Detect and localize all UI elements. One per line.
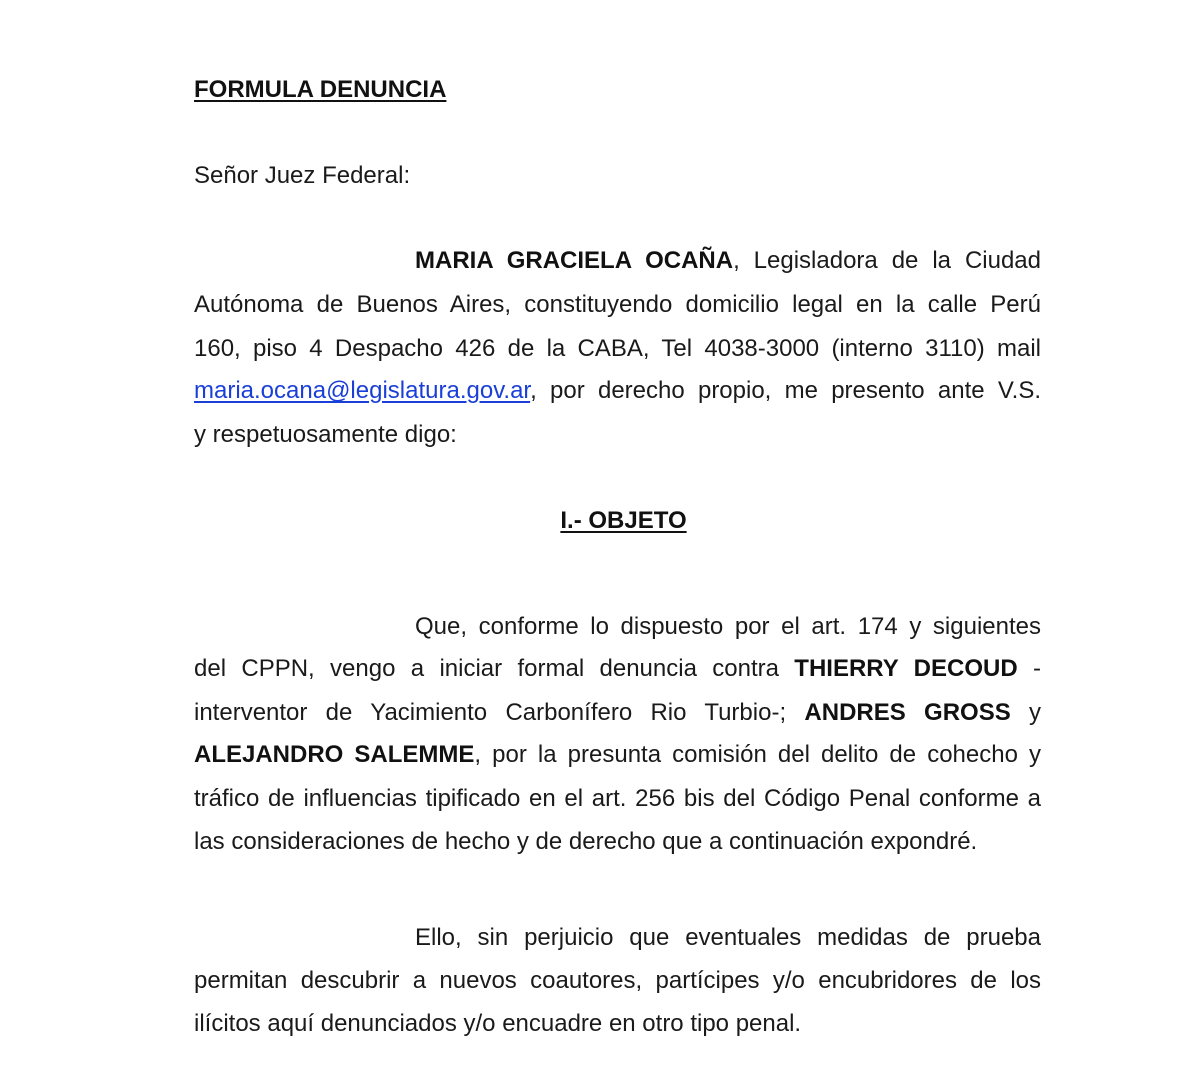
- intro-line-4-text: , por derecho propio, me presento ante V.S.: [530, 377, 1041, 404]
- complainant-name: MARIA GRACIELA OCAÑA: [415, 247, 734, 274]
- section-heading-objeto: [0, 507, 1200, 535]
- accused-name-2: ANDRES GROSS: [804, 699, 1011, 726]
- accused-name-1: THIERRY DECOUD: [794, 655, 1018, 682]
- intro-line-3: 160, piso 4 Despacho 426 de la CABA, Tel 4038-3000 (interno 3110) mail: [194, 335, 1041, 362]
- objeto-line-2-text: del CPPN, vengo a iniciar formal denuncia contra: [194, 655, 795, 682]
- section-heading-text: I.- OBJETO: [560, 507, 687, 534]
- objeto-line-4: [194, 741, 1041, 769]
- intro-line-5: y respetuosamente digo:: [194, 421, 457, 448]
- email-link[interactable]: maria.ocana@legislatura.gov.ar: [194, 377, 531, 404]
- objeto-line-1: Que, conforme lo dispuesto por el art. 174 y siguientes: [415, 613, 1041, 640]
- intro-line-1-text: , Legisladora de la Ciudad: [733, 247, 1041, 274]
- objeto-line-6: las consideraciones de hecho y de derecho que a continuación expondré.: [194, 828, 978, 855]
- objeto-line-5: tráfico de influencias tipificado en el art. 256 bis del Código Penal conforme a: [194, 785, 1041, 812]
- objeto-line-4-text: , por la presunta comisión del delito de cohecho y: [474, 741, 1042, 768]
- objeto-line-3-tail: y: [1010, 699, 1041, 726]
- objeto-line-3-text: interventor de Yacimiento Carbonífero Rio Turbio-;: [194, 699, 805, 726]
- document-title: FORMULA DENUNCIA: [194, 76, 447, 103]
- salutation: Señor Juez Federal:: [194, 162, 411, 189]
- objeto-line-2-tail: -: [1017, 655, 1041, 682]
- reserva-line-3: ilícitos aquí denunciados y/o encuadre en otro tipo penal.: [194, 1010, 802, 1037]
- objeto-line-2: [194, 655, 1041, 683]
- intro-line-4: [194, 377, 1041, 405]
- objeto-line-3: [194, 699, 1041, 727]
- accused-name-3: ALEJANDRO SALEMME: [194, 741, 475, 768]
- reserva-line-1: Ello, sin perjuicio que eventuales medidas de prueba: [415, 924, 1041, 951]
- intro-line-2: Autónoma de Buenos Aires, constituyendo domicilio legal en la calle Perú: [194, 291, 1041, 318]
- reserva-line-2: permitan descubrir a nuevos coautores, partícipes y/o encubridores de los: [194, 967, 1041, 994]
- intro-line-1: [415, 247, 1041, 275]
